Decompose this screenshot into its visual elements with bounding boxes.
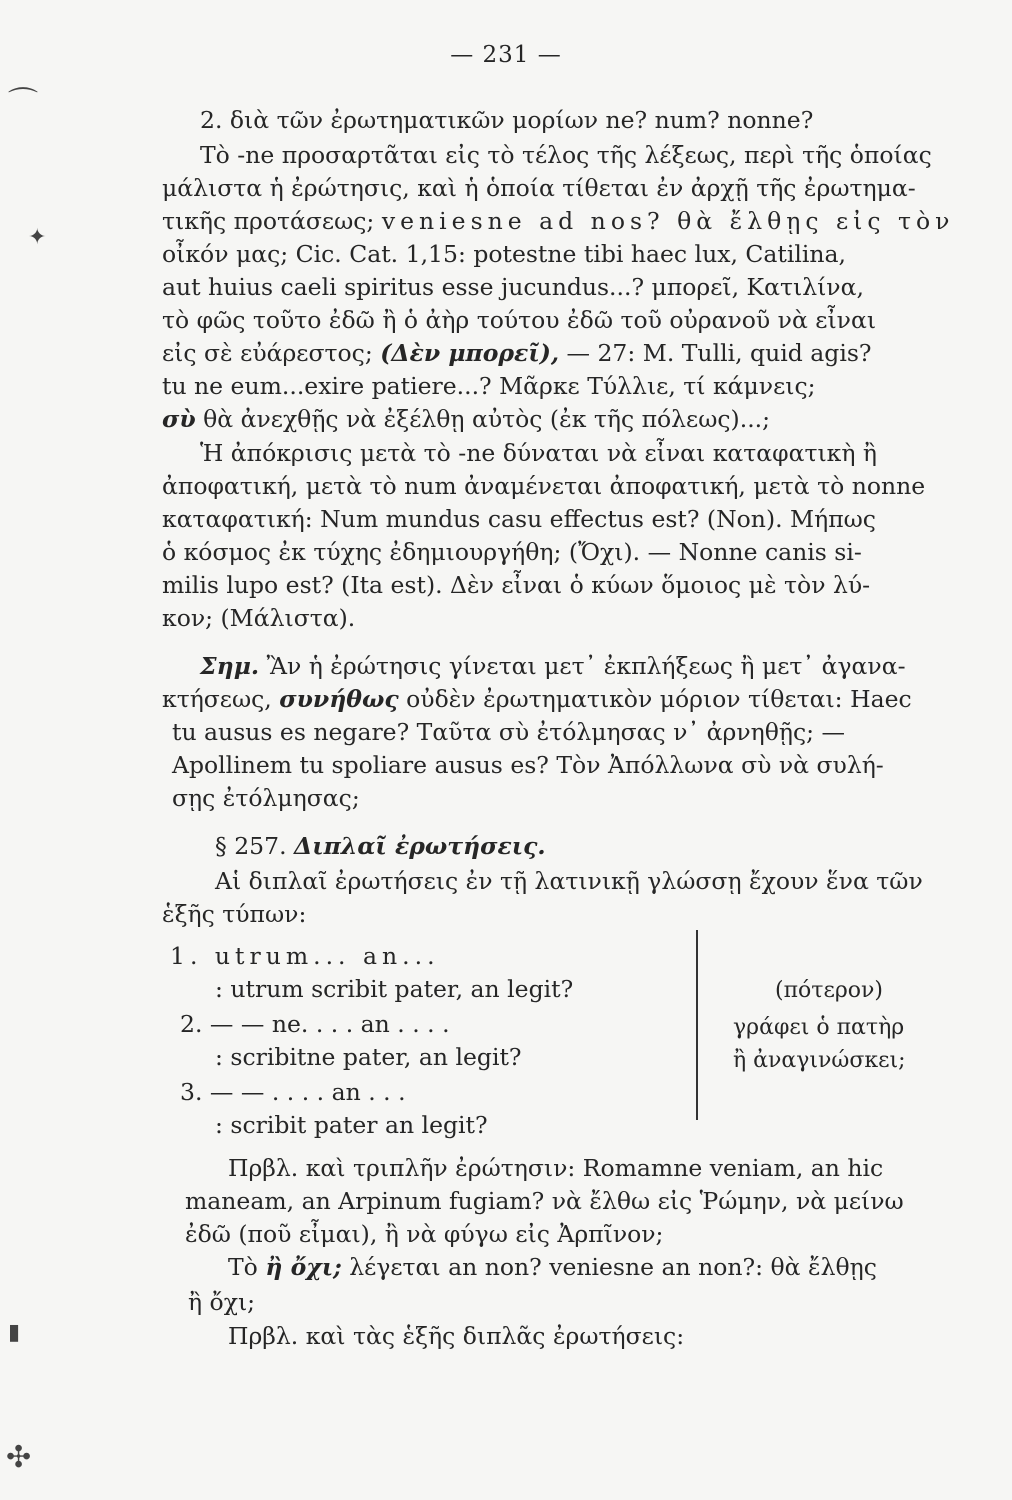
translation-line: ἢ ἀναγινώσκει; [733,1048,906,1073]
text-line: tu ausus es negare? Ταῦτα σὺ ἐτόλμησας ν᾽ ἀρνηθῇς; — [172,718,846,746]
section-heading [215,830,546,862]
text-span: λέγεται an non? veniesne an non?: θὰ ἔλθῃς [349,1253,877,1281]
example-line: : scribitne pater, an legit? [215,1043,522,1071]
text-line: Τὸ -ne προσαρτᾶται εἰς τὸ τέλος τῆς λέξεως, περὶ τῆς ὁποίας [200,141,932,169]
example-line: : utrum scribit pater, an legit? [215,975,574,1003]
pattern-line: 1. utrum... an... [170,942,440,970]
latin-example: veniesne ad nos? θὰ ἔλθῃς εἰς τὸν [381,207,955,235]
emphasis-text: ἢ ὄχι; [265,1253,342,1281]
text-line: Πρβλ. καὶ τὰς ἑξῆς διπλᾶς ἐρωτήσεις: [228,1322,685,1350]
scan-mark-icon: ✦ [28,225,47,250]
text-line: ἐδῶ (ποῦ εἶμαι), ἢ νὰ φύγω εἰς Ἀρπῖνον; [185,1220,664,1248]
page-number: — 231 — [450,42,562,68]
text-line [162,205,954,237]
text-line: Αἱ διπλαῖ ἐρωτήσεις ἐν τῇ λατινικῇ γλώσσῃ ἔχουν ἕνα τῶν [215,867,923,895]
text-line: tu ne eum...exire patiere...? Μᾶρκε Τύλλιε, τί κάμνεις; [162,372,816,400]
translation-line: γράφει ὁ πατὴρ [733,1015,905,1040]
text-span: Τὸ [228,1253,258,1281]
text-line: κον; (Μάλιστα). [162,604,356,632]
brace-divider [696,930,698,1120]
text-line [162,337,872,369]
text-span: Ἂν ἡ ἐρώτησις γίνεται μετ᾽ ἐκπλήξεως ἢ μετ᾽ ἀγανα- [266,652,906,680]
text-span: τικῆς προτάσεως; [162,207,375,235]
text-line: τὸ φῶς τοῦτο ἐδῶ ἢ ὁ ἀὴρ τούτου ἐδῶ τοῦ οὐρανοῦ νὰ εἶναι [162,306,877,334]
translation-line: (πότερον) [775,978,883,1003]
pattern-line: 2. — — ne. . . . an . . . . [180,1010,450,1038]
section-title: Διπλαῖ ἐρωτήσεις. [294,832,546,860]
text-line: οἶκόν μας; Cic. Cat. 1,15: potestne tibi haec lux, Catilina, [162,240,847,268]
text-line: Ἡ ἀπόκρισις μετὰ τὸ -ne δύναται νὰ εἶναι καταφατικὴ ἢ [200,439,877,467]
text-line: ὁ κόσμος ἐκ τύχης ἐδημιουργήθη; (Ὄχι). — Nonne canis si- [162,538,862,566]
text-line: ἢ ὄχι; [188,1288,256,1316]
text-line: aut huius caeli spiritus esse jucundus...? μπορεῖ, Κατιλίνα, [162,273,864,301]
section-number: § 257. [215,832,287,860]
text-line: μάλιστα ἡ ἐρώτησις, καὶ ἡ ὁποία τίθεται ἐν ἀρχῇ τῆς ἐρωτημα- [162,174,916,202]
note-label: Σημ. [200,652,260,680]
text-span: κτήσεως, [162,685,272,713]
text-line: milis lupo est? (Ita est). Δὲν εἶναι ὁ κύων ὅμοιος μὲ τὸν λύ- [162,571,871,599]
text-span: οὐδὲν ἐρωτηματικὸν μόριον τίθεται: Haec [406,685,912,713]
text-line [162,683,912,715]
emphasis-text: (Δὲν μπορεῖ), [380,339,560,367]
pattern-line: 3. — — . . . . an . . . [180,1078,406,1106]
text-line: καταφατική: Num mundus casu effectus est? (Non). Μήπως [162,505,876,533]
scan-mark-icon: ⌒ [8,86,38,121]
text-span: θὰ ἀνεχθῇς νὰ ἐξέλθῃ αὐτὸς (ἐκ τῆς πόλεως)...; [203,405,771,433]
scan-mark-icon: ✣ [6,1440,32,1475]
text-span: εἰς σὲ εὐάρεστος; [162,339,373,367]
text-line: ἀποφατική, μετὰ τὸ num ἀναμένεται ἀποφατική, μετὰ τὸ nonne [162,472,926,500]
scan-mark-icon: ▮ [8,1320,21,1345]
text-span: — 27: M. Tulli, quid agis? [566,339,872,367]
text-line: σῃς ἐτόλμησας; [172,784,360,812]
text-line [162,403,770,435]
text-line [200,650,906,682]
text-line [228,1251,877,1283]
emphasis-text: συνήθως [279,685,399,713]
text-line: Apollinem tu spoliare ausus es? Τὸν Ἀπόλλωνα σὺ νὰ συλή- [172,751,884,779]
emphasis-text: σὺ [162,405,196,433]
example-line: : scribit pater an legit? [215,1111,488,1139]
text-line: Πρβλ. καὶ τριπλῆν ἐρώτησιν: Romamne veniam, an hic [228,1154,884,1182]
text-line: 2. διὰ τῶν ἐρωτηματικῶν μορίων ne? num? nonne? [200,106,814,134]
text-line: maneam, an Arpinum fugiam? νὰ ἔλθω εἰς Ῥώμην, νὰ μείνω [185,1187,904,1215]
text-line: ἑξῆς τύπων: [162,900,307,928]
